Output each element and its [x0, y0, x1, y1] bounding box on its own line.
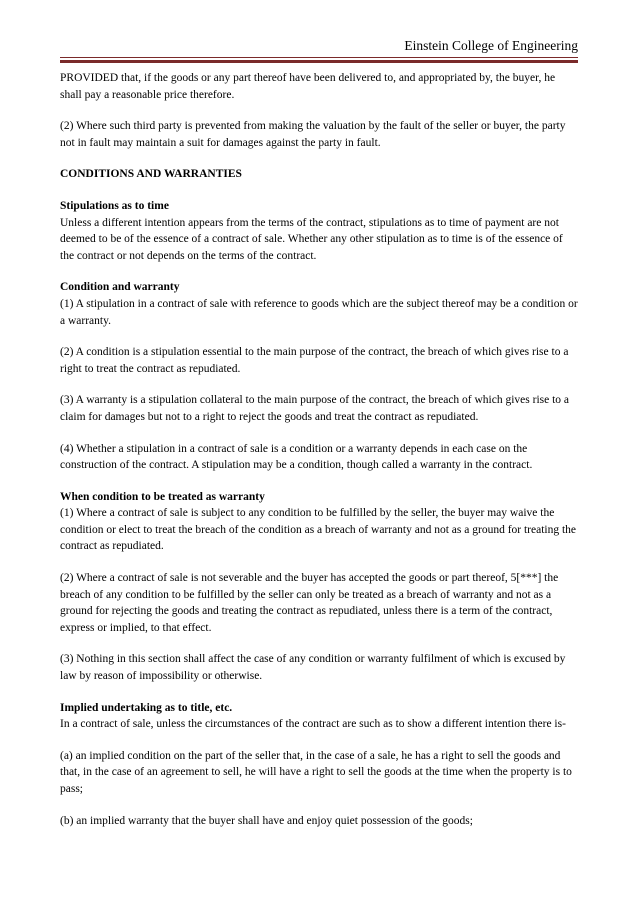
- header-rule-thick: [60, 60, 578, 63]
- paragraph: (3) Nothing in this section shall affect the case of any condition or warranty fulfilment of which is excused by law by reason of impossibility or otherwise.: [60, 653, 566, 683]
- paragraph: (a) an implied condition on the part of the seller that, in the case of a sale, he has a right to sell the goods and that, in the case of an agreement to sell, he will have a right to sell the goods at the time when the property is to pass;: [60, 749, 572, 795]
- section-heading: Condition and warranty: [60, 281, 180, 294]
- paragraph: (2) Where a contract of sale is not severable and the buyer has accepted the goods or part thereof, 5[***] the breach of any condition to be fulfilled by the seller can only be treated as a breach of warranty and not as a ground for rejecting the goods and treating the contract as repudiated, unless there is a term of the contract, express or implied, to that effect.: [60, 572, 559, 634]
- paragraph: (2) Where such third party is prevented from making the valuation by the fault of the seller or buyer, the party not in fault may maintain a suit for damages against the party in fault.: [60, 120, 566, 149]
- paragraph: (2) A condition is a stipulation essential to the main purpose of the contract, the breach of which gives rise to a right to treat the contract as repudiated.: [60, 346, 569, 375]
- section-heading: CONDITIONS AND WARRANTIES: [60, 168, 242, 181]
- header-title: Einstein College of Engineering: [404, 38, 578, 53]
- paragraph: (b) an implied warranty that the buyer shall have and enjoy quiet possession of the goods;: [60, 814, 473, 827]
- paragraph: Unless a different intention appears from the terms of the contract, stipulations as to time of payment are not deemed to be of the essence of a contract of sale. Whether any other stipulation as to time is of the essence of the contract or not depends on the terms of the contract.: [60, 216, 563, 262]
- page-header: [0, 0, 638, 70]
- paragraph: (3) A warranty is a stipulation collateral to the main purpose of the contract, the breach of which gives rise to a claim for damages but not to a right to reject the goods and treat the contract as repudiated.: [60, 394, 570, 423]
- paragraph: (1) A stipulation in a contract of sale with reference to goods which are the subject thereof may be a condition or a warranty.: [60, 297, 578, 327]
- section-heading: Implied undertaking as to title, etc.: [60, 701, 233, 714]
- paragraph: (1) Where a contract of sale is subject to any condition to be fulfilled by the seller, the buyer may waive the condition or elect to treat the breach of the condition as a breach of warranty and not as a ground for treating the contract as repudiated.: [60, 507, 577, 553]
- header-rule-thin: [60, 57, 578, 58]
- paragraph: (4) Whether a stipulation in a contract of sale is a condition or a warranty depends in each case on the construction of the contract. A stipulation may be a condition, though called a warranty in the contract.: [60, 442, 533, 472]
- section-heading: Stipulations as to time: [60, 199, 169, 212]
- paragraph: In a contract of sale, unless the circumstances of the contract are such as to show a different intention there is-: [60, 718, 566, 731]
- section-heading: When condition to be treated as warranty: [60, 490, 265, 503]
- paragraph: PROVIDED that, if the goods or any part thereof have been delivered to, and appropriated by, the buyer, he shall pay a reasonable price therefore.: [60, 72, 556, 101]
- document-body: [60, 70, 578, 844]
